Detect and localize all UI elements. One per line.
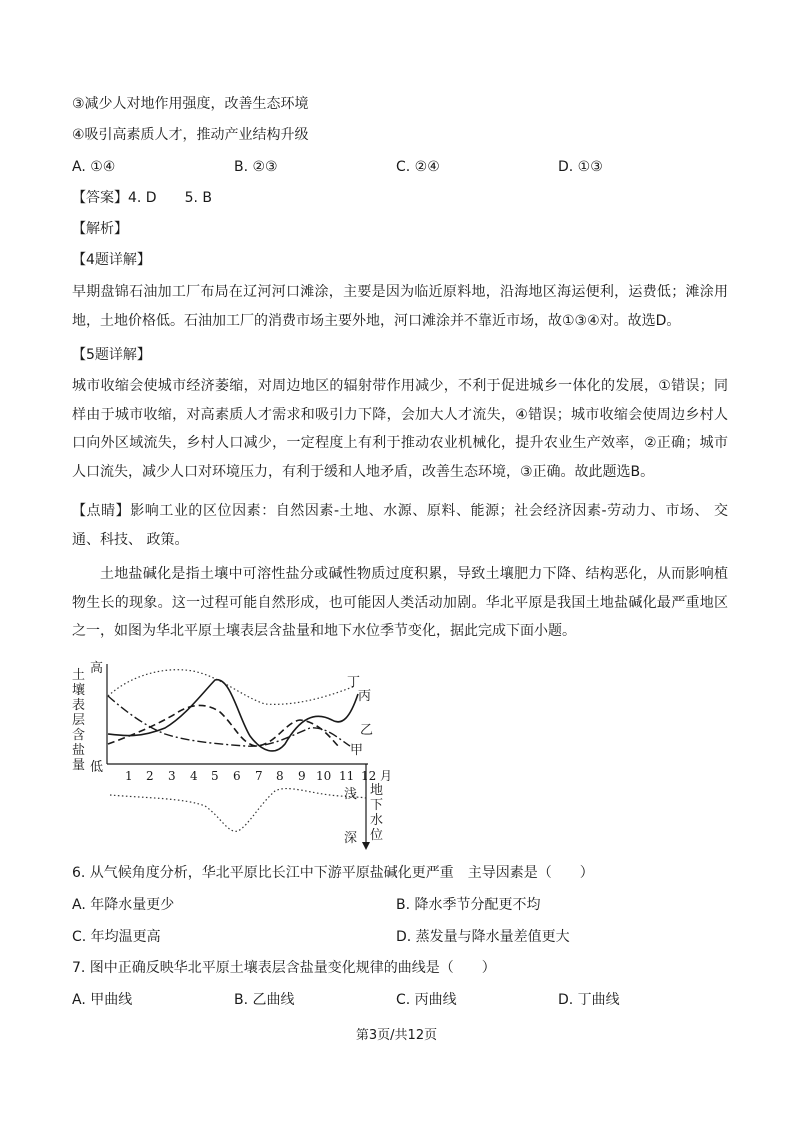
curve-label-yi: 乙	[360, 723, 374, 738]
water-label-char-2: 水	[370, 813, 384, 828]
note-paragraph	[72, 497, 728, 554]
water-label	[370, 782, 383, 843]
groundwater-curve	[110, 789, 366, 832]
month-12: 12	[361, 769, 377, 783]
option-line-4: ④吸引高素质人才，推动产业结构升级	[72, 127, 309, 143]
q5-detail-tag: 【5题详解】	[72, 347, 151, 363]
month-8: 8	[276, 769, 284, 783]
y-label-char-1: 壤	[72, 683, 86, 698]
q7-stem: 7. 图中正确反映华北平原土壤表层含盐量变化规律的曲线是（ ）	[72, 960, 496, 976]
q5-option-a: A. ①④	[72, 159, 116, 175]
month-labels	[125, 769, 392, 783]
q5-option-c: C. ②④	[396, 159, 440, 175]
q5-option-d: D. ①③	[558, 159, 603, 175]
month-2: 2	[146, 769, 154, 783]
curve-ding	[108, 670, 355, 705]
curve-label-jia: 甲	[350, 743, 364, 758]
y-label-char-0: 土	[72, 668, 86, 683]
note-text: 影响工业的区位因素：自然因素-土地、水源、原料、能源；社会经济因素-劳动力、市场、 交通、科技、 政策。	[72, 503, 728, 548]
month-7: 7	[255, 769, 263, 783]
month-5: 5	[211, 769, 219, 783]
answer-line	[72, 188, 212, 208]
q6-option-d: D. 蒸发量与降水量差值更大	[396, 929, 570, 945]
q7-option-c: C. 丙曲线	[396, 992, 457, 1008]
salinity-groundwater-figure	[70, 656, 400, 856]
y-label-char-5: 盐	[72, 743, 86, 758]
month-4: 4	[190, 769, 198, 783]
q6-option-a: A. 年降水量更少	[72, 897, 175, 913]
answer-tag: 【答案】	[72, 190, 128, 206]
y-high-label: 高	[90, 661, 104, 676]
y-axis-label	[72, 667, 85, 773]
y-low-label: 低	[90, 760, 104, 775]
month-10: 10	[316, 769, 332, 783]
y-label-char-6: 量	[72, 758, 86, 773]
q5-detail-text: 城市收缩会使城市经济萎缩，对周边地区的辐射带作用减少，不利于促进城乡一体化的发展，①错误；同样由于城市收缩，对高素质人才需求和吸引力下降，会加大人才流失，④错误；城市收缩会使周边乡村人口向外区域流失，乡村人口减少，一定程度上有利于推动农业机械化，提升农业生产效率，②正确；城市人口流失，减少人口对环境压力，有利于缓和人地矛盾，改善生态环境，③正确。故此题选B。	[72, 378, 728, 480]
note-tag: 【点睛】	[72, 503, 131, 519]
water-label-char-3: 位	[370, 828, 384, 843]
month-9: 9	[298, 769, 306, 783]
water-label-char-0: 地	[370, 783, 384, 798]
groundwater-arrow	[362, 842, 370, 850]
q6-option-c: C. 年均温更高	[72, 929, 161, 945]
analysis-tag: 【解析】	[72, 221, 128, 237]
curve-bing	[108, 680, 358, 751]
month-unit: 月	[380, 769, 393, 783]
y-label-char-3: 层	[72, 713, 86, 728]
option-line-3: ③减少人对地作用强度，改善生态环境	[72, 96, 309, 112]
answer-text: 4. D 5. B	[128, 190, 212, 206]
q7-option-a: A. 甲曲线	[72, 992, 133, 1008]
y-label-char-2: 表	[72, 698, 86, 713]
q4-detail-tag: 【4题详解】	[72, 252, 151, 268]
curve-label-ding: 丁	[347, 675, 361, 690]
y-label-char-4: 含	[72, 728, 86, 743]
month-6: 6	[233, 769, 241, 783]
q6-stem: 6. 从气候角度分析，华北平原比长江中下游平原盐碱化更严重 主导因素是（ ）	[72, 865, 594, 881]
q6-option-b: B. 降水季节分配更不均	[396, 897, 541, 913]
curve-yi	[108, 705, 340, 748]
month-3: 3	[168, 769, 176, 783]
month-11: 11	[339, 769, 355, 783]
page-footer: 第3页/共12页	[355, 1028, 438, 1043]
month-1: 1	[125, 769, 133, 783]
q4-detail-text: 早期盘锦石油加工厂布局在辽河河口滩涂，主要是因为临近原料地，沿海地区海运便利，运费低；滩涂用地，土地价格低。石油加工厂的消费市场主要外地，河口滩涂并不靠近市场，故①③④对。故选D。	[72, 284, 728, 329]
water-label-char-1: 下	[370, 798, 384, 813]
q5-option-b: B. ②③	[234, 159, 278, 175]
curve-label-bing: 丙	[358, 689, 372, 704]
intro-paragraph: 土地盐碱化是指土壤中可溶性盐分或碱性物质过度积累，导致土壤肥力下降、结构恶化，从而影响植物生长的现象。这一过程可能自然形成，也可能因人类活动加剧。华北平原是我国土地盐碱化最严重地区之一，如图为华北平原土壤表层含盐量和地下水位季节变化，据此完成下面小题。	[72, 566, 728, 639]
q7-option-d: D. 丁曲线	[558, 992, 620, 1008]
q7-option-b: B. 乙曲线	[234, 992, 295, 1008]
water-deep-label: 深	[344, 831, 358, 846]
water-shallow-label: 浅	[344, 787, 358, 802]
